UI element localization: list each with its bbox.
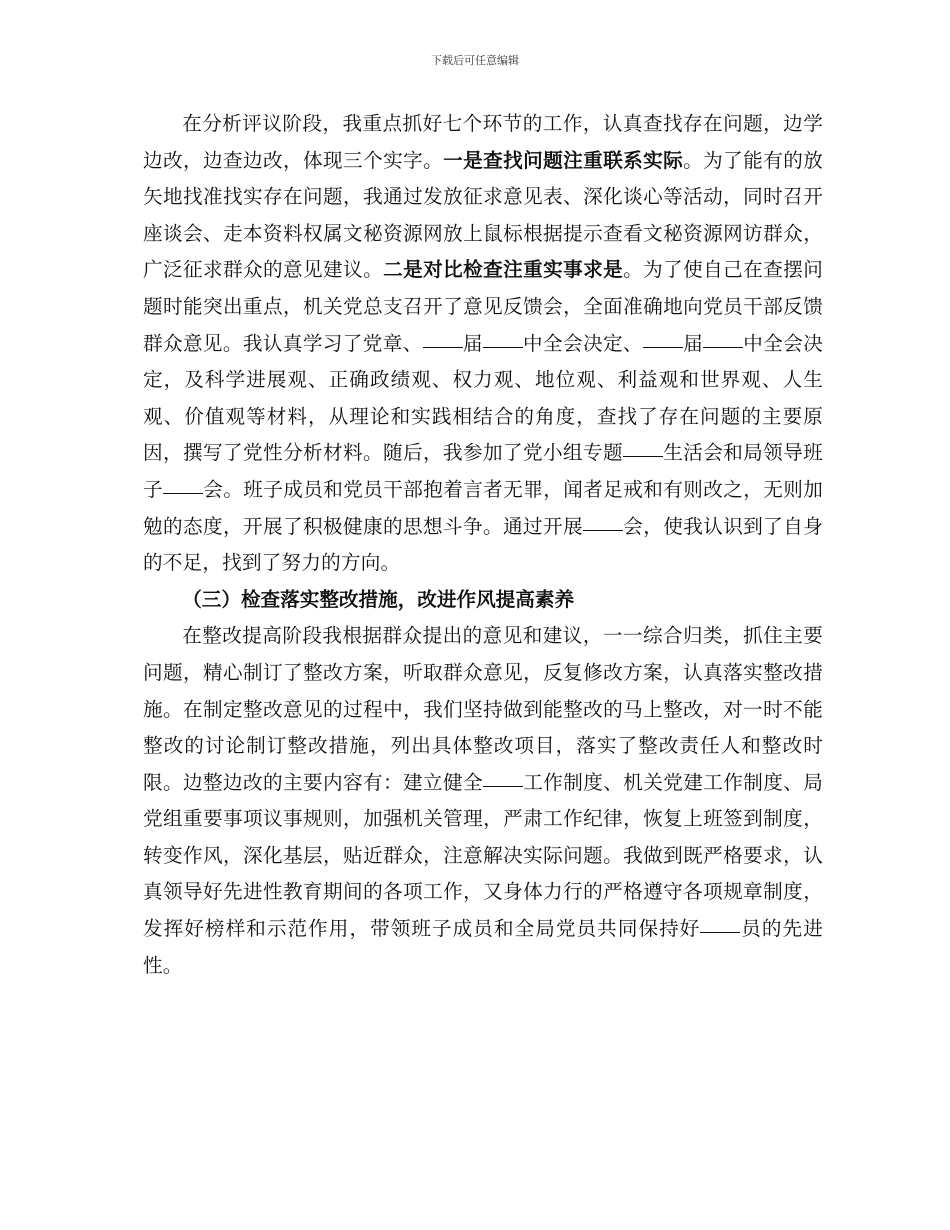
text-segment: 。为了能有的放矢地找准找实存在问题，我通过发放征求意见表、深化谈心等活动，同时召开座谈会、走本资料权属文秘资源网放上鼠标根据提示查看文秘资源网访群众，广泛征求群众的意见建议。 (143, 148, 824, 282)
blank-line (483, 327, 523, 348)
text-segment: 中全会决定、 (522, 331, 643, 355)
document-body (143, 106, 823, 984)
page-header: 下载后可任意编辑 (431, 54, 519, 67)
blank-line (423, 327, 463, 348)
blank-line (583, 510, 623, 531)
text-segment: 会，使我认识到了自身的不足，找到了努力的方向。 (143, 514, 823, 575)
blank-line (483, 766, 523, 787)
text-segment: 中全会决定，及科学进展观、正确政绩观、权力观、地位观、利益观和世界观、人生观、价值观等材料，从理论和实践相结合的角度，查找了存在问题的主要原因，撰写了党性分析材料。随后，我参加了党小组专题 (143, 331, 824, 465)
text-segment: 届 (682, 331, 704, 355)
text-segment: 在分析评议阶段，我重点抓好七个环节的工作，认真查找存在问题，边学边改，边查边改，体现三个实字。 (143, 112, 823, 172)
text-segment: 工作制度、机关党建工作制度、局党组重要事项议事规则，加强机关管理，严肃工作纪律，恢复上班签到制度，转变作风，深化基层，贴近群众，注意解决实际问题。我做到既严格要求，认真领导好先进性教育期间的各项工作，又身体力行的严格遵守各项规章制度，发挥好榜样和示范作用，带领班子成员和全局党员共同保持好 (143, 770, 823, 941)
text-segment: 会。班子成员和党员干部抱着言者无罪，闻者足戒和有则改之，无则加勉的态度，开展了积极健康的思想斗争。通过开展 (143, 477, 823, 538)
text-segment: 生活会和局领导班子 (143, 441, 823, 501)
paragraph-analysis (143, 106, 823, 582)
blank-line (700, 912, 740, 933)
blank-line (163, 473, 203, 494)
blank-line (643, 327, 683, 348)
blank-line (623, 437, 663, 458)
text-segment: 员的先进性。 (143, 917, 823, 977)
text-segment: 。为了使自己在查摆问题时能突出重点，机关党总支召开了意见反馈会，全面准确地向党员干部反馈群众意见。我认真学习了党章、 (143, 258, 824, 355)
section-heading: （三）检查落实整改措施，改进作风提高素养 (182, 587, 575, 611)
paragraph-rectification (143, 618, 823, 984)
text-segment: 在整改提高阶段我根据群众提出的意见和建议，一一综合归类，抓住主要问题，精心制订了整改方案，听取群众意见，反复修改方案，认真落实整改措施。在制定整改意见的过程中，我们坚持做到能整改的马上整改，对一时不能整改的讨论制订整改措施，列出具体整改项目，落实了整改责任人和整改时限。边整边改的主要内容有：建立健全 (143, 624, 823, 794)
bold-point-2: 二是对比检查注重实事求是 (383, 258, 624, 282)
blank-line (703, 327, 743, 348)
bold-point-1: 一是查找问题注重联系实际 (443, 148, 684, 172)
text-segment: 届 (462, 331, 483, 355)
